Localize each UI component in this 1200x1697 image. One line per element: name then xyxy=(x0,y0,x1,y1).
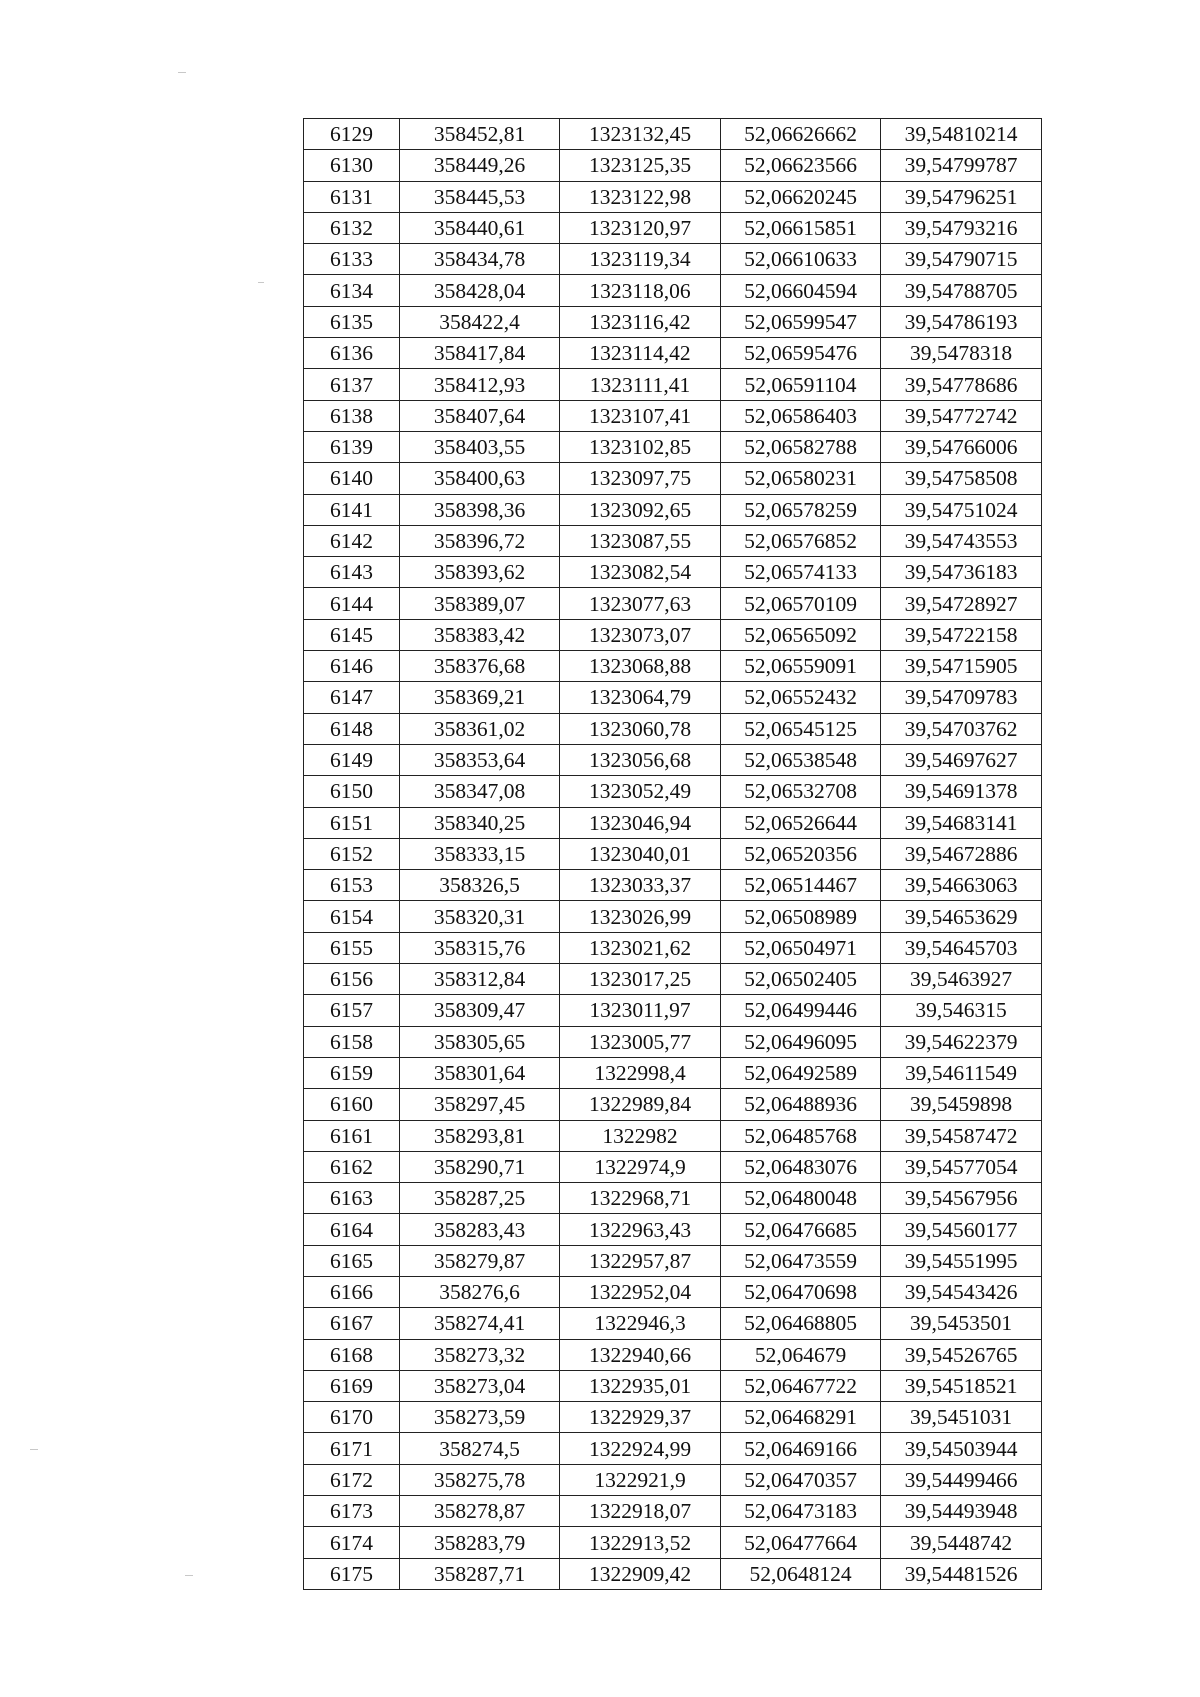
longitude-cell: 39,546315 xyxy=(881,995,1042,1026)
x-coordinate-cell: 358400,63 xyxy=(400,463,560,494)
point-number-cell: 6159 xyxy=(304,1057,400,1088)
point-number-cell: 6162 xyxy=(304,1151,400,1182)
y-coordinate-cell: 1323033,37 xyxy=(560,870,721,901)
point-number-cell: 6175 xyxy=(304,1558,400,1589)
table-row xyxy=(304,1558,1042,1589)
longitude-cell: 39,54790715 xyxy=(881,244,1042,275)
y-coordinate-cell: 1323017,25 xyxy=(560,964,721,995)
point-number-cell: 6147 xyxy=(304,682,400,713)
table-row xyxy=(304,557,1042,588)
point-number-cell: 6149 xyxy=(304,744,400,775)
point-number-cell: 6131 xyxy=(304,181,400,212)
y-coordinate-cell: 1322935,01 xyxy=(560,1370,721,1401)
table-row xyxy=(304,1370,1042,1401)
latitude-cell: 52,06582788 xyxy=(721,431,881,462)
table-row xyxy=(304,964,1042,995)
x-coordinate-cell: 358283,79 xyxy=(400,1527,560,1558)
point-number-cell: 6141 xyxy=(304,494,400,525)
y-coordinate-cell: 1322957,87 xyxy=(560,1245,721,1276)
longitude-cell: 39,54611549 xyxy=(881,1057,1042,1088)
longitude-cell: 39,54691378 xyxy=(881,776,1042,807)
longitude-cell: 39,54622379 xyxy=(881,1026,1042,1057)
table-row xyxy=(304,901,1042,932)
table-row xyxy=(304,1089,1042,1120)
latitude-cell: 52,06610633 xyxy=(721,244,881,275)
x-coordinate-cell: 358274,5 xyxy=(400,1433,560,1464)
latitude-cell: 52,06473559 xyxy=(721,1245,881,1276)
x-coordinate-cell: 358309,47 xyxy=(400,995,560,1026)
table-row xyxy=(304,932,1042,963)
point-number-cell: 6132 xyxy=(304,212,400,243)
longitude-cell: 39,54683141 xyxy=(881,807,1042,838)
latitude-cell: 52,06532708 xyxy=(721,776,881,807)
point-number-cell: 6148 xyxy=(304,713,400,744)
table-row xyxy=(304,1464,1042,1495)
latitude-cell: 52,06468805 xyxy=(721,1308,881,1339)
longitude-cell: 39,5453501 xyxy=(881,1308,1042,1339)
y-coordinate-cell: 1323026,99 xyxy=(560,901,721,932)
scan-mark-mid-left xyxy=(258,282,264,283)
latitude-cell: 52,06604594 xyxy=(721,275,881,306)
latitude-cell: 52,0648124 xyxy=(721,1558,881,1589)
longitude-cell: 39,54577054 xyxy=(881,1151,1042,1182)
y-coordinate-cell: 1323060,78 xyxy=(560,713,721,744)
x-coordinate-cell: 358407,64 xyxy=(400,400,560,431)
table-row xyxy=(304,807,1042,838)
point-number-cell: 6163 xyxy=(304,1183,400,1214)
y-coordinate-cell: 1322974,9 xyxy=(560,1151,721,1182)
latitude-cell: 52,06552432 xyxy=(721,682,881,713)
point-number-cell: 6172 xyxy=(304,1464,400,1495)
latitude-cell: 52,06570109 xyxy=(721,588,881,619)
x-coordinate-cell: 358287,25 xyxy=(400,1183,560,1214)
y-coordinate-cell: 1322982 xyxy=(560,1120,721,1151)
x-coordinate-cell: 358361,02 xyxy=(400,713,560,744)
latitude-cell: 52,06538548 xyxy=(721,744,881,775)
table-row xyxy=(304,1527,1042,1558)
x-coordinate-cell: 358276,6 xyxy=(400,1276,560,1307)
table-row xyxy=(304,651,1042,682)
x-coordinate-cell: 358274,41 xyxy=(400,1308,560,1339)
latitude-cell: 52,06620245 xyxy=(721,181,881,212)
longitude-cell: 39,54772742 xyxy=(881,400,1042,431)
longitude-cell: 39,54743553 xyxy=(881,525,1042,556)
table-row xyxy=(304,1183,1042,1214)
longitude-cell: 39,54567956 xyxy=(881,1183,1042,1214)
point-number-cell: 6138 xyxy=(304,400,400,431)
longitude-cell: 39,5463927 xyxy=(881,964,1042,995)
latitude-cell: 52,064679 xyxy=(721,1339,881,1370)
latitude-cell: 52,06626662 xyxy=(721,119,881,150)
x-coordinate-cell: 358320,31 xyxy=(400,901,560,932)
y-coordinate-cell: 1322968,71 xyxy=(560,1183,721,1214)
latitude-cell: 52,06468291 xyxy=(721,1402,881,1433)
latitude-cell: 52,06483076 xyxy=(721,1151,881,1182)
x-coordinate-cell: 358449,26 xyxy=(400,150,560,181)
y-coordinate-cell: 1323114,42 xyxy=(560,338,721,369)
point-number-cell: 6146 xyxy=(304,651,400,682)
table-row xyxy=(304,870,1042,901)
x-coordinate-cell: 358273,04 xyxy=(400,1370,560,1401)
latitude-cell: 52,06514467 xyxy=(721,870,881,901)
longitude-cell: 39,54653629 xyxy=(881,901,1042,932)
scan-mark-top-left xyxy=(178,72,186,73)
table-row xyxy=(304,1308,1042,1339)
table-row xyxy=(304,1214,1042,1245)
x-coordinate-cell: 358389,07 xyxy=(400,588,560,619)
y-coordinate-cell: 1322921,9 xyxy=(560,1464,721,1495)
point-number-cell: 6157 xyxy=(304,995,400,1026)
longitude-cell: 39,54499466 xyxy=(881,1464,1042,1495)
latitude-cell: 52,06574133 xyxy=(721,557,881,588)
table-row xyxy=(304,619,1042,650)
x-coordinate-cell: 358273,59 xyxy=(400,1402,560,1433)
point-number-cell: 6166 xyxy=(304,1276,400,1307)
latitude-cell: 52,06492589 xyxy=(721,1057,881,1088)
longitude-cell: 39,54560177 xyxy=(881,1214,1042,1245)
point-number-cell: 6160 xyxy=(304,1089,400,1120)
table-row xyxy=(304,525,1042,556)
x-coordinate-cell: 358279,87 xyxy=(400,1245,560,1276)
y-coordinate-cell: 1323111,41 xyxy=(560,369,721,400)
y-coordinate-cell: 1322929,37 xyxy=(560,1402,721,1433)
point-number-cell: 6144 xyxy=(304,588,400,619)
y-coordinate-cell: 1323056,68 xyxy=(560,744,721,775)
table-row xyxy=(304,369,1042,400)
x-coordinate-cell: 358440,61 xyxy=(400,212,560,243)
x-coordinate-cell: 358273,32 xyxy=(400,1339,560,1370)
y-coordinate-cell: 1323082,54 xyxy=(560,557,721,588)
x-coordinate-cell: 358326,5 xyxy=(400,870,560,901)
point-number-cell: 6174 xyxy=(304,1527,400,1558)
latitude-cell: 52,06595476 xyxy=(721,338,881,369)
y-coordinate-cell: 1323119,34 xyxy=(560,244,721,275)
point-number-cell: 6155 xyxy=(304,932,400,963)
y-coordinate-cell: 1323107,41 xyxy=(560,400,721,431)
x-coordinate-cell: 358347,08 xyxy=(400,776,560,807)
x-coordinate-cell: 358396,72 xyxy=(400,525,560,556)
table-row xyxy=(304,838,1042,869)
point-number-cell: 6136 xyxy=(304,338,400,369)
y-coordinate-cell: 1323132,45 xyxy=(560,119,721,150)
y-coordinate-cell: 1322913,52 xyxy=(560,1527,721,1558)
point-number-cell: 6153 xyxy=(304,870,400,901)
table-row xyxy=(304,1245,1042,1276)
x-coordinate-cell: 358383,42 xyxy=(400,619,560,650)
table-row xyxy=(304,1057,1042,1088)
point-number-cell: 6168 xyxy=(304,1339,400,1370)
longitude-cell: 39,54587472 xyxy=(881,1120,1042,1151)
table-row xyxy=(304,1026,1042,1057)
latitude-cell: 52,06526644 xyxy=(721,807,881,838)
longitude-cell: 39,54697627 xyxy=(881,744,1042,775)
latitude-cell: 52,06578259 xyxy=(721,494,881,525)
latitude-cell: 52,06496095 xyxy=(721,1026,881,1057)
table-row xyxy=(304,713,1042,744)
longitude-cell: 39,54728927 xyxy=(881,588,1042,619)
point-number-cell: 6173 xyxy=(304,1496,400,1527)
latitude-cell: 52,06576852 xyxy=(721,525,881,556)
x-coordinate-cell: 358293,81 xyxy=(400,1120,560,1151)
x-coordinate-cell: 358290,71 xyxy=(400,1151,560,1182)
point-number-cell: 6130 xyxy=(304,150,400,181)
point-number-cell: 6137 xyxy=(304,369,400,400)
longitude-cell: 39,54766006 xyxy=(881,431,1042,462)
longitude-cell: 39,54703762 xyxy=(881,713,1042,744)
longitude-cell: 39,54503944 xyxy=(881,1433,1042,1464)
latitude-cell: 52,06477664 xyxy=(721,1527,881,1558)
point-number-cell: 6143 xyxy=(304,557,400,588)
coordinates-table xyxy=(303,118,1042,1590)
y-coordinate-cell: 1322909,42 xyxy=(560,1558,721,1589)
y-coordinate-cell: 1322918,07 xyxy=(560,1496,721,1527)
y-coordinate-cell: 1322998,4 xyxy=(560,1057,721,1088)
latitude-cell: 52,06586403 xyxy=(721,400,881,431)
longitude-cell: 39,54810214 xyxy=(881,119,1042,150)
latitude-cell: 52,06467722 xyxy=(721,1370,881,1401)
y-coordinate-cell: 1323052,49 xyxy=(560,776,721,807)
longitude-cell: 39,5478318 xyxy=(881,338,1042,369)
point-number-cell: 6165 xyxy=(304,1245,400,1276)
y-coordinate-cell: 1323102,85 xyxy=(560,431,721,462)
y-coordinate-cell: 1322924,99 xyxy=(560,1433,721,1464)
point-number-cell: 6145 xyxy=(304,619,400,650)
table-row xyxy=(304,494,1042,525)
table-row xyxy=(304,588,1042,619)
longitude-cell: 39,54758508 xyxy=(881,463,1042,494)
point-number-cell: 6152 xyxy=(304,838,400,869)
longitude-cell: 39,54736183 xyxy=(881,557,1042,588)
longitude-cell: 39,54672886 xyxy=(881,838,1042,869)
point-number-cell: 6154 xyxy=(304,901,400,932)
longitude-cell: 39,54663063 xyxy=(881,870,1042,901)
y-coordinate-cell: 1323064,79 xyxy=(560,682,721,713)
latitude-cell: 52,06469166 xyxy=(721,1433,881,1464)
latitude-cell: 52,06485768 xyxy=(721,1120,881,1151)
longitude-cell: 39,54786193 xyxy=(881,306,1042,337)
table-row xyxy=(304,463,1042,494)
table-row xyxy=(304,244,1042,275)
latitude-cell: 52,06520356 xyxy=(721,838,881,869)
longitude-cell: 39,54799787 xyxy=(881,150,1042,181)
point-number-cell: 6134 xyxy=(304,275,400,306)
point-number-cell: 6171 xyxy=(304,1433,400,1464)
longitude-cell: 39,54518521 xyxy=(881,1370,1042,1401)
point-number-cell: 6156 xyxy=(304,964,400,995)
y-coordinate-cell: 1323116,42 xyxy=(560,306,721,337)
latitude-cell: 52,06599547 xyxy=(721,306,881,337)
x-coordinate-cell: 358353,64 xyxy=(400,744,560,775)
longitude-cell: 39,54796251 xyxy=(881,181,1042,212)
y-coordinate-cell: 1323118,06 xyxy=(560,275,721,306)
point-number-cell: 6170 xyxy=(304,1402,400,1433)
y-coordinate-cell: 1323046,94 xyxy=(560,807,721,838)
longitude-cell: 39,5459898 xyxy=(881,1089,1042,1120)
x-coordinate-cell: 358403,55 xyxy=(400,431,560,462)
latitude-cell: 52,06559091 xyxy=(721,651,881,682)
longitude-cell: 39,54722158 xyxy=(881,619,1042,650)
table-row xyxy=(304,776,1042,807)
latitude-cell: 52,06473183 xyxy=(721,1496,881,1527)
longitude-cell: 39,5448742 xyxy=(881,1527,1042,1558)
x-coordinate-cell: 358428,04 xyxy=(400,275,560,306)
table-row xyxy=(304,400,1042,431)
x-coordinate-cell: 358434,78 xyxy=(400,244,560,275)
table-row xyxy=(304,181,1042,212)
point-number-cell: 6139 xyxy=(304,431,400,462)
table-row xyxy=(304,119,1042,150)
x-coordinate-cell: 358452,81 xyxy=(400,119,560,150)
scan-mark-bottom-left-2 xyxy=(185,1575,193,1576)
table-row xyxy=(304,744,1042,775)
y-coordinate-cell: 1323077,63 xyxy=(560,588,721,619)
point-number-cell: 6129 xyxy=(304,119,400,150)
x-coordinate-cell: 358398,36 xyxy=(400,494,560,525)
table-row xyxy=(304,275,1042,306)
latitude-cell: 52,06504971 xyxy=(721,932,881,963)
latitude-cell: 52,06470357 xyxy=(721,1464,881,1495)
table-row xyxy=(304,150,1042,181)
point-number-cell: 6140 xyxy=(304,463,400,494)
longitude-cell: 39,54751024 xyxy=(881,494,1042,525)
table-row xyxy=(304,995,1042,1026)
longitude-cell: 39,54788705 xyxy=(881,275,1042,306)
x-coordinate-cell: 358412,93 xyxy=(400,369,560,400)
table-row xyxy=(304,306,1042,337)
y-coordinate-cell: 1323073,07 xyxy=(560,619,721,650)
latitude-cell: 52,06580231 xyxy=(721,463,881,494)
x-coordinate-cell: 358312,84 xyxy=(400,964,560,995)
longitude-cell: 39,54493948 xyxy=(881,1496,1042,1527)
x-coordinate-cell: 358333,15 xyxy=(400,838,560,869)
y-coordinate-cell: 1322952,04 xyxy=(560,1276,721,1307)
latitude-cell: 52,06470698 xyxy=(721,1276,881,1307)
latitude-cell: 52,06591104 xyxy=(721,369,881,400)
latitude-cell: 52,06565092 xyxy=(721,619,881,650)
table-row xyxy=(304,1276,1042,1307)
table-row xyxy=(304,1120,1042,1151)
x-coordinate-cell: 358369,21 xyxy=(400,682,560,713)
latitude-cell: 52,06488936 xyxy=(721,1089,881,1120)
y-coordinate-cell: 1322946,3 xyxy=(560,1308,721,1339)
y-coordinate-cell: 1323005,77 xyxy=(560,1026,721,1057)
y-coordinate-cell: 1323087,55 xyxy=(560,525,721,556)
x-coordinate-cell: 358275,78 xyxy=(400,1464,560,1495)
table-row xyxy=(304,1339,1042,1370)
latitude-cell: 52,06508989 xyxy=(721,901,881,932)
x-coordinate-cell: 358287,71 xyxy=(400,1558,560,1589)
x-coordinate-cell: 358305,65 xyxy=(400,1026,560,1057)
y-coordinate-cell: 1322940,66 xyxy=(560,1339,721,1370)
x-coordinate-cell: 358417,84 xyxy=(400,338,560,369)
y-coordinate-cell: 1322963,43 xyxy=(560,1214,721,1245)
y-coordinate-cell: 1323011,97 xyxy=(560,995,721,1026)
longitude-cell: 39,54526765 xyxy=(881,1339,1042,1370)
point-number-cell: 6133 xyxy=(304,244,400,275)
point-number-cell: 6164 xyxy=(304,1214,400,1245)
point-number-cell: 6161 xyxy=(304,1120,400,1151)
longitude-cell: 39,54551995 xyxy=(881,1245,1042,1276)
x-coordinate-cell: 358422,4 xyxy=(400,306,560,337)
point-number-cell: 6169 xyxy=(304,1370,400,1401)
coordinates-table-body xyxy=(304,119,1042,1590)
x-coordinate-cell: 358315,76 xyxy=(400,932,560,963)
x-coordinate-cell: 358297,45 xyxy=(400,1089,560,1120)
longitude-cell: 39,54778686 xyxy=(881,369,1042,400)
longitude-cell: 39,54793216 xyxy=(881,212,1042,243)
point-number-cell: 6151 xyxy=(304,807,400,838)
x-coordinate-cell: 358340,25 xyxy=(400,807,560,838)
longitude-cell: 39,54481526 xyxy=(881,1558,1042,1589)
scan-mark-bottom-left xyxy=(30,1449,38,1450)
latitude-cell: 52,06502405 xyxy=(721,964,881,995)
latitude-cell: 52,06615851 xyxy=(721,212,881,243)
table-row xyxy=(304,1496,1042,1527)
table-row xyxy=(304,1402,1042,1433)
table-row xyxy=(304,338,1042,369)
table-row xyxy=(304,1433,1042,1464)
point-number-cell: 6158 xyxy=(304,1026,400,1057)
x-coordinate-cell: 358376,68 xyxy=(400,651,560,682)
x-coordinate-cell: 358301,64 xyxy=(400,1057,560,1088)
y-coordinate-cell: 1323092,65 xyxy=(560,494,721,525)
x-coordinate-cell: 358393,62 xyxy=(400,557,560,588)
latitude-cell: 52,06623566 xyxy=(721,150,881,181)
latitude-cell: 52,06476685 xyxy=(721,1214,881,1245)
y-coordinate-cell: 1323068,88 xyxy=(560,651,721,682)
longitude-cell: 39,54709783 xyxy=(881,682,1042,713)
y-coordinate-cell: 1322989,84 xyxy=(560,1089,721,1120)
x-coordinate-cell: 358283,43 xyxy=(400,1214,560,1245)
y-coordinate-cell: 1323125,35 xyxy=(560,150,721,181)
y-coordinate-cell: 1323120,97 xyxy=(560,212,721,243)
longitude-cell: 39,54715905 xyxy=(881,651,1042,682)
table-row xyxy=(304,1151,1042,1182)
table-row xyxy=(304,431,1042,462)
point-number-cell: 6167 xyxy=(304,1308,400,1339)
table-row xyxy=(304,212,1042,243)
longitude-cell: 39,54543426 xyxy=(881,1276,1042,1307)
y-coordinate-cell: 1323021,62 xyxy=(560,932,721,963)
x-coordinate-cell: 358278,87 xyxy=(400,1496,560,1527)
y-coordinate-cell: 1323122,98 xyxy=(560,181,721,212)
point-number-cell: 6150 xyxy=(304,776,400,807)
point-number-cell: 6135 xyxy=(304,306,400,337)
x-coordinate-cell: 358445,53 xyxy=(400,181,560,212)
y-coordinate-cell: 1323097,75 xyxy=(560,463,721,494)
table-row xyxy=(304,682,1042,713)
latitude-cell: 52,06545125 xyxy=(721,713,881,744)
point-number-cell: 6142 xyxy=(304,525,400,556)
latitude-cell: 52,06499446 xyxy=(721,995,881,1026)
longitude-cell: 39,54645703 xyxy=(881,932,1042,963)
latitude-cell: 52,06480048 xyxy=(721,1183,881,1214)
y-coordinate-cell: 1323040,01 xyxy=(560,838,721,869)
longitude-cell: 39,5451031 xyxy=(881,1402,1042,1433)
